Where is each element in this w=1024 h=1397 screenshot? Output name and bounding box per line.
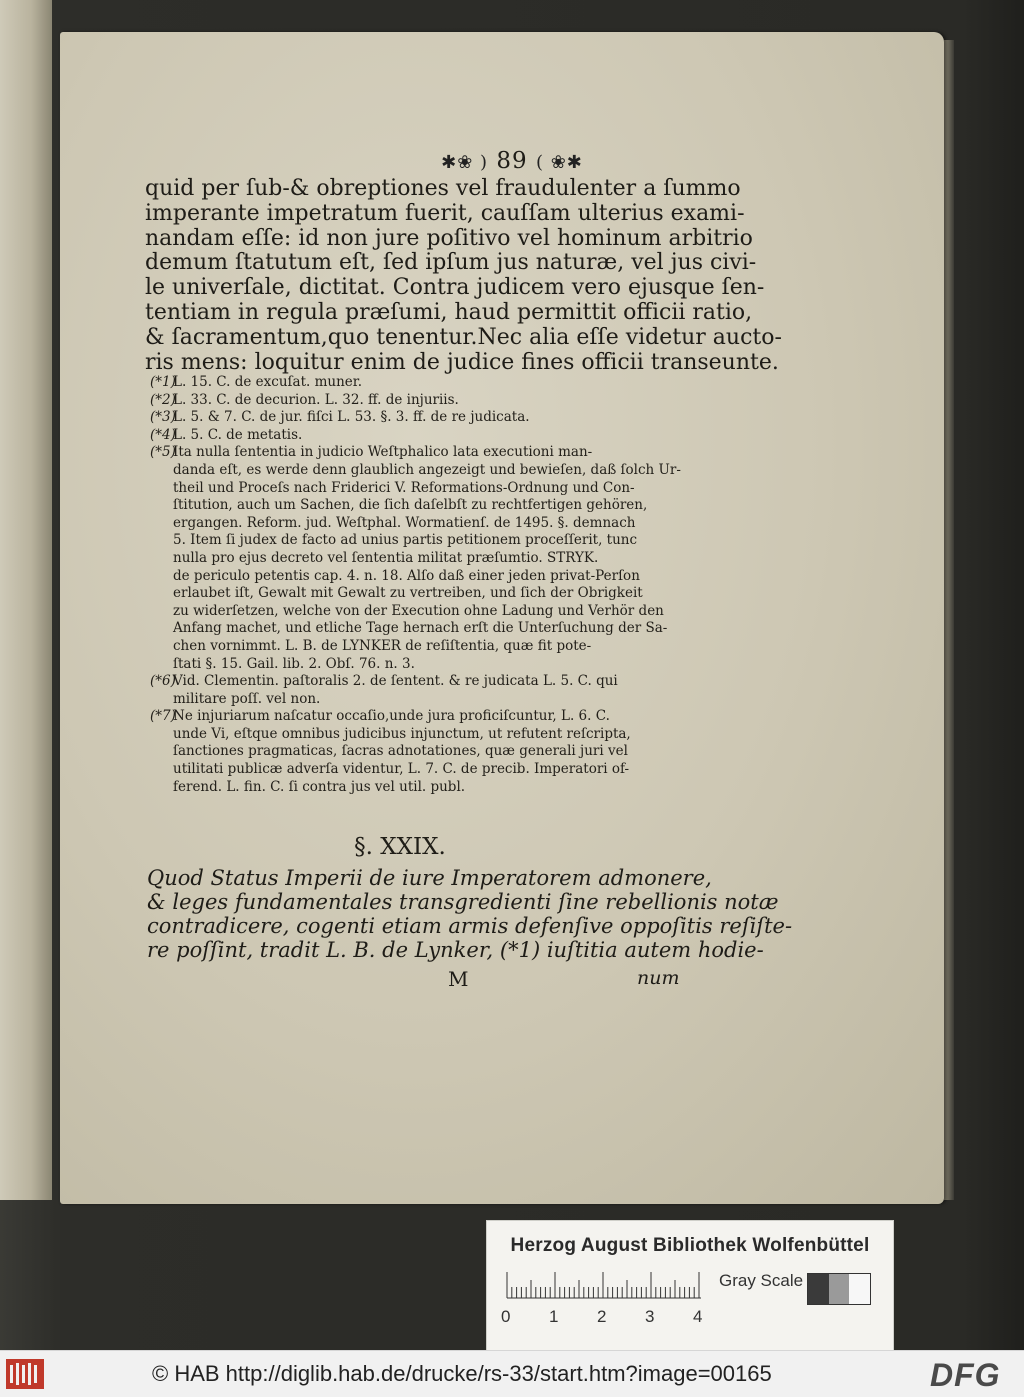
catchword: num bbox=[637, 967, 680, 989]
footnote-line: de periculo petentis cap. 4. n. 18. Alſo daß einer jeden privat-Perſon bbox=[173, 567, 640, 584]
adjacent-page-edge bbox=[0, 0, 52, 1200]
footnote-marker: (*7) bbox=[150, 708, 176, 725]
footnote-line: militare poſſ. vel non. bbox=[173, 690, 321, 707]
scale-ruler bbox=[503, 1269, 703, 1299]
footnote-marker: (*6) bbox=[150, 673, 176, 690]
ruler-number: 1 bbox=[549, 1307, 559, 1326]
ruler-numbers bbox=[501, 1307, 721, 1331]
section-line: & leges fundamentales transgredienti ſine rebellionis notæ bbox=[147, 890, 779, 914]
footnote bbox=[150, 708, 685, 796]
body-line: ris mens: loquitur enim de judice fines officii transeunte. bbox=[145, 349, 779, 375]
footnote-line: Ne injuriarum naſcatur occaſio,unde jura proficiſcuntur, L. 6. C. bbox=[173, 708, 610, 725]
body-line: le univerſale, dictitat. Contra judicem vero ejusque ſen- bbox=[145, 275, 765, 301]
ruler-number: 3 bbox=[645, 1307, 655, 1326]
hab-logo-icon bbox=[6, 1359, 44, 1389]
footnote-line: utilitati publicæ adverſa videntur, L. 7. C. de precib. Imperatori of- bbox=[173, 761, 630, 778]
section-heading: §. XXIX. bbox=[354, 834, 446, 860]
footnote-line: chen vornimmt. L. B. de LYNKER de reſiſtentia, quæ fit pote- bbox=[173, 637, 592, 654]
footnote-line: Anfang machet, und etliche Tage hernach erſt die Unterſuchung der Sa- bbox=[173, 620, 668, 637]
footnote-line: L. 33. C. de decurion. L. 32. ff. de injuriis. bbox=[173, 391, 459, 408]
body-line: imperante impetratum fuerit, cauſſam ulterius exami- bbox=[145, 200, 745, 226]
footnote bbox=[150, 374, 685, 392]
footnote bbox=[150, 444, 685, 673]
body-line: nandam eſſe: id non jure poſitivo vel hominum arbitrio bbox=[145, 225, 753, 251]
footnote-line: 5. Item ſi judex de facto ad unius partis petitionem proceſſerit, tunc bbox=[173, 532, 638, 549]
page-header bbox=[0, 148, 1024, 174]
footnote-line: ergangen. Reform. jud. Weſtphal. Wormatienſ. de 1495. §. demnach bbox=[173, 514, 636, 531]
footnote-line: L. 5. & 7. C. de jur. fiſci L. 53. §. 3. ff. de re judicata. bbox=[173, 409, 530, 426]
gray-scale-label: Gray Scale bbox=[719, 1271, 804, 1290]
footnote-line: theil und Proceſs nach Friderici V. Reformations-Ordnung und Con- bbox=[173, 479, 635, 496]
library-name: Herzog August Bibliothek Wolfenbüttel bbox=[510, 1235, 870, 1256]
section-summary bbox=[147, 866, 793, 962]
footnote-line: ſanctiones pragmaticas, ſacras adnotationes, quæ generali juri vel bbox=[173, 743, 628, 760]
ruler-number: 2 bbox=[597, 1307, 607, 1326]
footnote-line: L. 5. C. de metatis. bbox=[173, 426, 303, 443]
footer-bar bbox=[0, 1350, 1024, 1397]
footnote bbox=[150, 427, 685, 445]
footnote-line: L. 15. C. de excuſat. muner. bbox=[173, 374, 363, 390]
footnote bbox=[150, 392, 685, 410]
gray-patch bbox=[829, 1274, 850, 1304]
footnote-marker: (*2) bbox=[150, 391, 176, 408]
header-left-ornament: ✱❀ ) bbox=[441, 152, 489, 173]
footnote-line: danda eſt, es werde denn glaublich angezeigt und bewieſen, daß ſolch Ur- bbox=[173, 461, 681, 478]
section-line: re poſſint, tradit L. B. de Lynker, (*1) iuſtitia autem hodie- bbox=[147, 938, 764, 962]
body-line: tentiam in regula præſumi, haud permittit officii ratio, bbox=[145, 299, 753, 325]
footnote-line: ſtati §. 15. Gail. lib. 2. Obſ. 76. n. 3. bbox=[173, 655, 415, 672]
footnote-marker: (*5) bbox=[150, 444, 176, 461]
section-line: Quod Status Imperii de iure Imperatorem admonere, bbox=[147, 866, 712, 890]
body-line: quid per ſub-& obreptiones vel fraudulenter a ſummo bbox=[145, 176, 741, 201]
section-line: contradicere, cogenti etiam armis defenſive oppoſitis reſiſte- bbox=[147, 914, 793, 938]
body-paragraph bbox=[145, 176, 782, 375]
gray-patch bbox=[808, 1274, 829, 1304]
footnote-line: Ita nulla ſententia in judicio Weſtphalico lata executioni man- bbox=[173, 444, 593, 461]
footnote-marker: (*4) bbox=[150, 426, 176, 443]
page-edge-shadow bbox=[944, 40, 954, 1200]
ruler-number: 4 bbox=[693, 1307, 703, 1326]
footnote-marker: (*1) bbox=[150, 374, 176, 390]
footnote-line: erlaubet iſt, Gewalt mit Gewalt zu vertreiben, und ſich der Obrigkeit bbox=[173, 585, 643, 602]
body-line: & ſacramentum,quo tenentur.Nec alia eſſe videtur aucto- bbox=[145, 324, 782, 350]
dfg-logo: DFG bbox=[930, 1357, 1001, 1393]
footnote-line: Vid. Clementin. paſtoralis 2. de ſentent. & re judicata L. 5. C. qui bbox=[173, 673, 618, 690]
signature-mark: M bbox=[448, 967, 469, 991]
footnote-line: zu widerſetzen, welche von der Execution ohne Ladung und Verhör den bbox=[173, 602, 664, 619]
ruler-number: 0 bbox=[501, 1307, 511, 1326]
adjacent-page-bleed bbox=[4, 170, 24, 870]
footnote-line: unde Vi, eſtque omnibus judicibus injunctum, ut refutent reſcripta, bbox=[173, 725, 631, 742]
footnote-marker: (*3) bbox=[150, 409, 176, 426]
footnote bbox=[150, 409, 685, 427]
gray-patch bbox=[849, 1274, 870, 1304]
header-right-ornament: ( ❀✱ bbox=[535, 152, 583, 173]
footer-copyright-link[interactable]: © HAB http://diglib.hab.de/drucke/rs-33/start.htm?image=00165 bbox=[152, 1361, 772, 1386]
gray-scale-patches bbox=[807, 1273, 871, 1305]
footnote-line: ſtitution, auch um Sachen, die ſich daſelbſt zu rechtfertigen gehören, bbox=[173, 497, 648, 514]
footnotes bbox=[150, 374, 685, 796]
library-color-label bbox=[486, 1220, 894, 1362]
body-line: demum ſtatutum eſt, ſed ipſum jus naturæ, vel jus civi- bbox=[145, 250, 757, 276]
footnote-line: nulla pro ejus decreto vel ſententia militat præſumtio. STRYK. bbox=[173, 549, 599, 566]
footnote-line: ferend. L. fin. C. ſi contra jus vel util. publ. bbox=[173, 778, 466, 795]
footnote bbox=[150, 673, 685, 708]
page-number: 89 bbox=[496, 148, 528, 174]
